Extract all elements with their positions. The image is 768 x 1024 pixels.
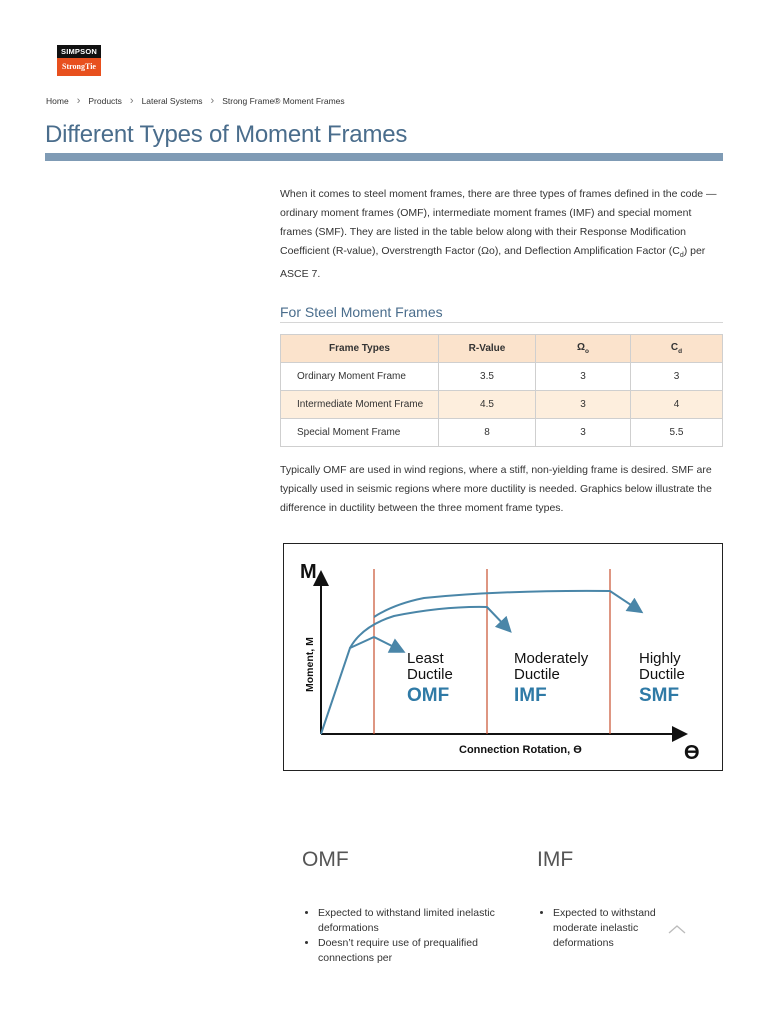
imf-list xyxy=(537,906,677,951)
table-row xyxy=(281,391,723,419)
intro-subscript: d xyxy=(679,252,684,260)
breadcrumb-current: Strong Frame® Moment Frames xyxy=(222,96,345,106)
table-cell: Special Moment Frame xyxy=(281,419,439,447)
intro-text: When it comes to steel moment frames, there are three types of frames defined in the code — ordinary moment frames (OMF), intermediate moment frames (IMF) and special moment frames (SMF). They are listed in the table below along with their Response Modification Coefficient (R-value), Overstrength Factor (Ωo), and Deflection Amplification Factor (C xyxy=(280,188,717,257)
moment-frames-table xyxy=(280,334,723,447)
header-cd: $C_d$ xyxy=(631,335,723,363)
smf-label-line1: Highly xyxy=(639,650,681,667)
omf-label-line1: Least xyxy=(407,650,444,667)
omf-label-line2: Ductile xyxy=(407,666,453,683)
intro-paragraph xyxy=(280,185,725,284)
chevron-right-icon: › xyxy=(210,95,215,107)
moment-rotation-graphic xyxy=(283,543,723,771)
imf-heading: IMF xyxy=(537,848,574,871)
scroll-to-top-icon[interactable] xyxy=(668,922,686,934)
table-cell: 4 xyxy=(631,391,723,419)
moment-rotation-diagram xyxy=(284,544,722,770)
table-cell: 3.5 xyxy=(439,363,536,391)
simpson-strongtie-logo[interactable] xyxy=(57,45,101,76)
breadcrumb-lateral-systems[interactable]: Lateral Systems xyxy=(141,96,203,106)
omf-column xyxy=(302,848,502,966)
imf-label-line1: Moderately xyxy=(514,650,589,667)
breadcrumb xyxy=(46,96,345,106)
x-axis-label: Connection Rotation, ϴ xyxy=(459,744,582,756)
smf-label-line2: Ductile xyxy=(639,666,685,683)
logo-top-text: SIMPSON xyxy=(57,45,101,58)
table-row xyxy=(281,419,723,447)
title-underline-bar xyxy=(45,153,723,161)
table-cell: 3 xyxy=(631,363,723,391)
table-cell: 4.5 xyxy=(439,391,536,419)
omf-label-code: OMF xyxy=(407,685,450,706)
breadcrumb-home[interactable]: Home xyxy=(46,96,69,106)
intro-text-end: ) per ASCE 7. xyxy=(280,245,706,281)
table-cell: Ordinary Moment Frame xyxy=(281,363,439,391)
omf-curve xyxy=(321,637,402,734)
table-cell: 3 xyxy=(536,391,631,419)
list-item: • Expected to withstand moderate inelastic deformations xyxy=(553,906,677,951)
section-divider xyxy=(280,322,723,323)
imf-label-code: IMF xyxy=(514,685,547,706)
omf-list xyxy=(302,906,502,966)
omf-heading: OMF xyxy=(302,848,349,871)
list-item: • Doesn’t require use of prequalified connections per xyxy=(318,936,502,966)
page-title: Different Types of Moment Frames xyxy=(45,121,408,148)
smf-label-code: SMF xyxy=(639,685,680,706)
breadcrumb-products[interactable]: Products xyxy=(88,96,122,106)
header-omega: $\Omega_o$ xyxy=(536,335,631,363)
table-cell: 5.5 xyxy=(631,419,723,447)
table-cell: 3 xyxy=(536,419,631,447)
table-header-row xyxy=(281,335,723,363)
chevron-right-icon: › xyxy=(129,95,134,107)
y-axis-label: Moment, M xyxy=(304,637,316,692)
table-row xyxy=(281,363,723,391)
list-item: • Expected to withstand limited inelastic deformations xyxy=(318,906,502,936)
table-cell: Intermediate Moment Frame xyxy=(281,391,439,419)
ductility-paragraph: Typically OMF are used in wind regions, where a stiff, non-yielding frame is desired. SMF are typically used in seismic regions where more ductility is needed. Graphics below illustrate the difference in ductility between the three moment frame types. xyxy=(280,464,712,514)
logo-bottom-text: StrongTie xyxy=(57,58,101,76)
section-heading: For Steel Moment Frames xyxy=(280,304,443,320)
y-axis-letter: M xyxy=(300,561,317,583)
table-cell: 8 xyxy=(439,419,536,447)
x-axis-letter: ϴ xyxy=(684,742,700,764)
imf-label-line2: Ductile xyxy=(514,666,560,683)
header-frame-types: Frame Types xyxy=(281,335,439,363)
header-r-value: R-Value xyxy=(439,335,536,363)
imf-column xyxy=(537,848,677,951)
table-cell: 3 xyxy=(536,363,631,391)
chevron-right-icon: › xyxy=(76,95,81,107)
